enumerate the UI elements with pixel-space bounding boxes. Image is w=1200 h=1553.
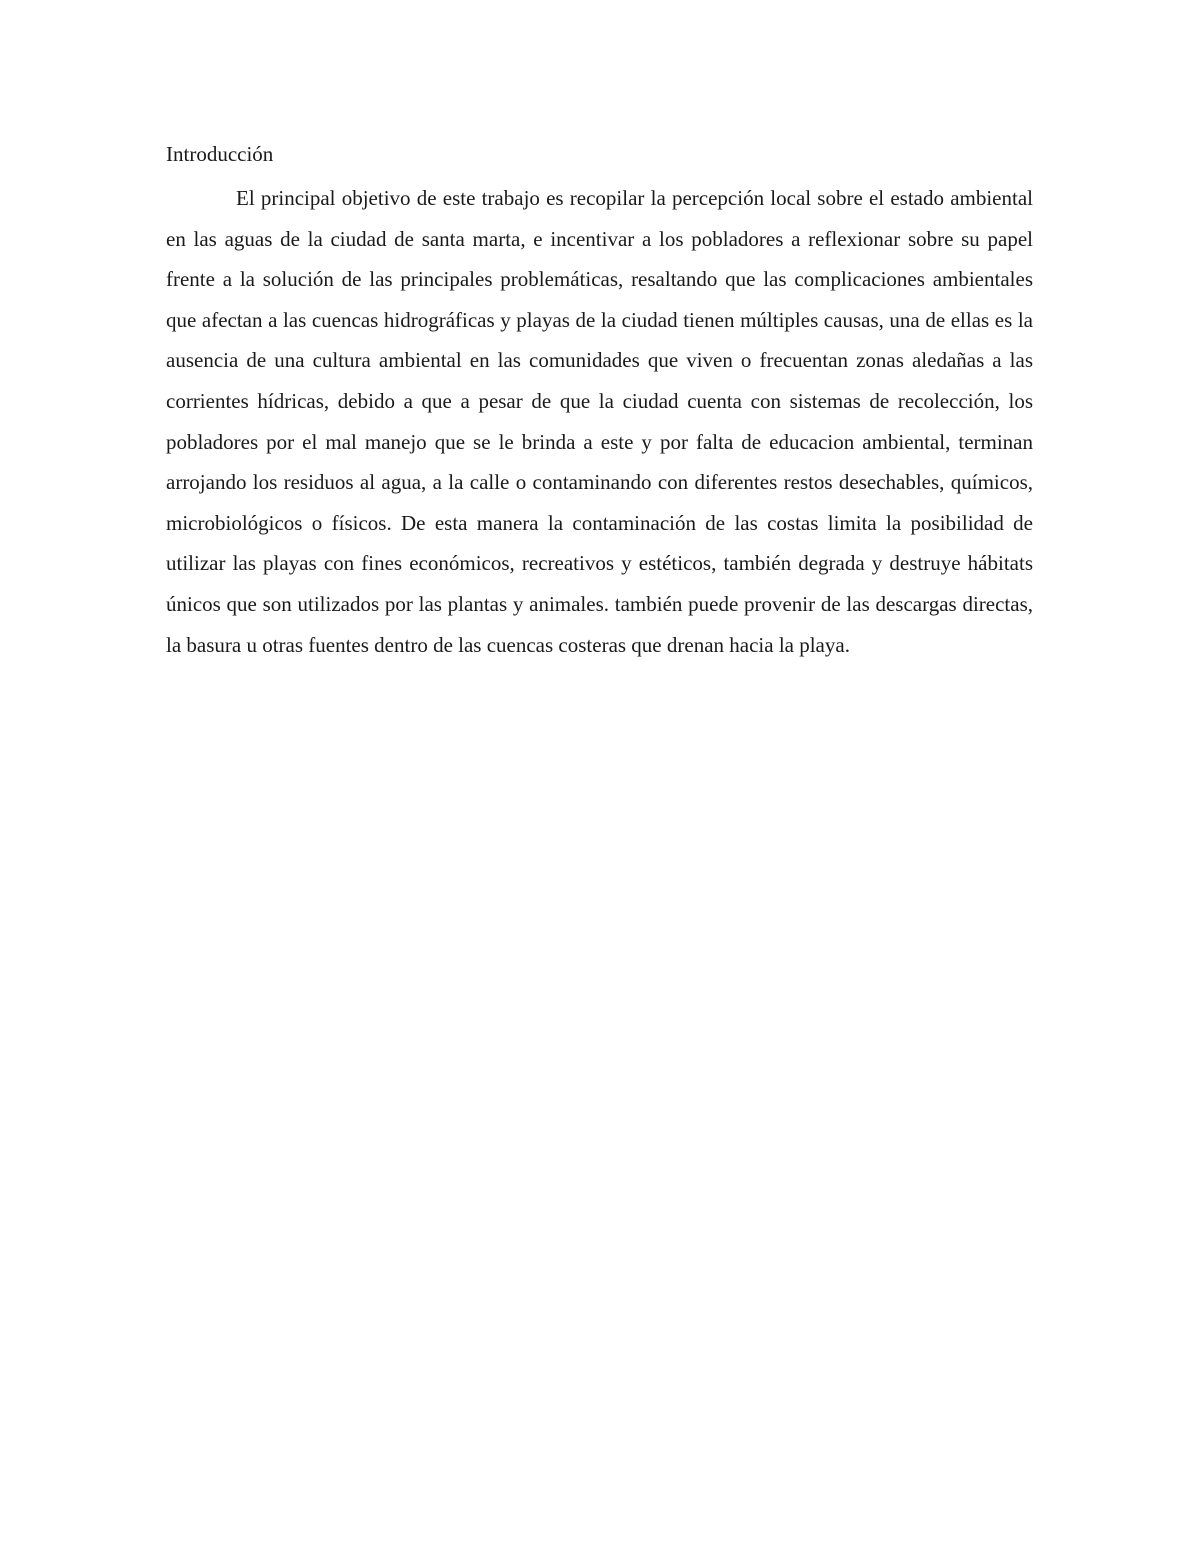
- body-paragraph: El principal objetivo de este trabajo es recopilar la percepción local sobre el estado ambiental en las aguas de la ciudad de santa marta, e incentivar a los pobladores a reflexionar sobre su papel frente a la solución de las principales problemáticas, resaltando que las complicaciones ambientales que afectan a las cuencas hidrográficas y playas de la ciudad tienen múltiples causas, una de ellas es la ausencia de una cultura ambiental en las comunidades que viven o frecuentan zonas aledañas a las corrientes hídricas, debido a que a pesar de que la ciudad cuenta con sistemas de recolección, los pobladores por el mal manejo que se le brinda a este y por falta de educacion ambiental, terminan arrojando los residuos al agua, a la calle o contaminando con diferentes restos desechables, químicos, microbiológicos o físicos. De esta manera la contaminación de las costas limita la posibilidad de utilizar las playas con fines económicos, recreativos y estéticos, también degrada y destruye hábitats únicos que son utilizados por las plantas y animales. también puede provenir de las descargas directas, la basura u otras fuentes dentro de las cuencas costeras que drenan hacia la playa.: [166, 186, 1033, 657]
- document-body: [166, 136, 1033, 665]
- section-heading: Introducción: [166, 142, 274, 166]
